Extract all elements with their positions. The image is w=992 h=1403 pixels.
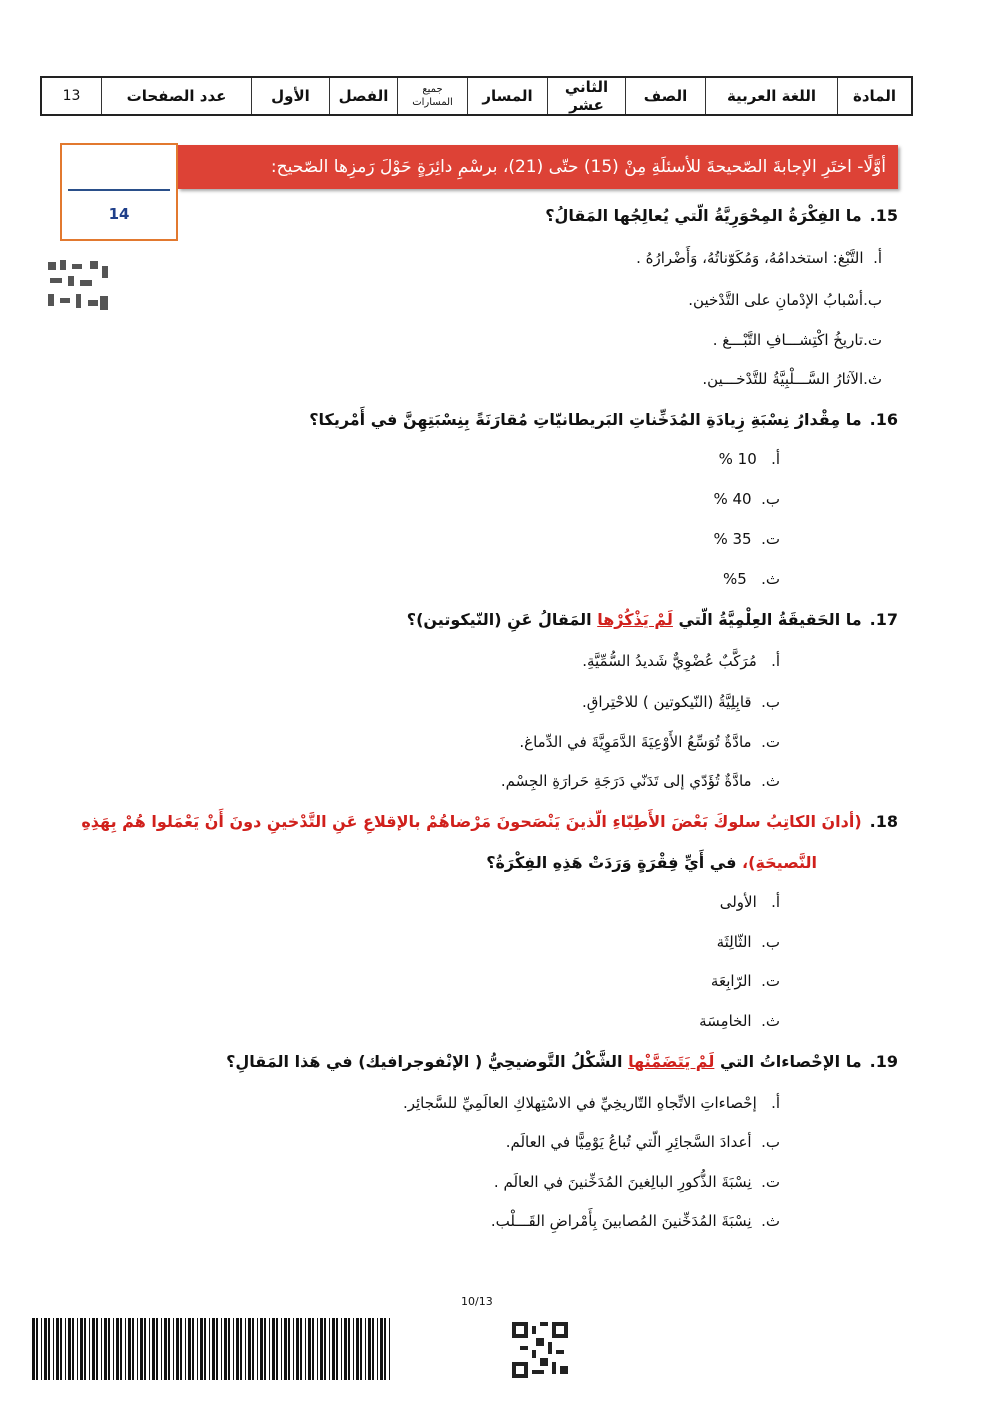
option-text: التَّبْغ: استخدامُهُ، وَمُكَوّناتُهُ، وَأَضْرارُهُ . bbox=[636, 249, 864, 267]
option-15-c[interactable] bbox=[713, 331, 882, 349]
option-letter: ت. bbox=[863, 331, 882, 349]
track-label: المسار bbox=[467, 78, 547, 114]
option-18-a[interactable] bbox=[720, 893, 780, 911]
option-text: تاريخُ اكْتِشـــافِ التَّبْـــغ . bbox=[712, 331, 864, 349]
option-letter: أ. bbox=[771, 893, 780, 911]
subject-value: اللغة العربية bbox=[705, 78, 837, 114]
question-18-line2 bbox=[486, 853, 817, 872]
question-text-highlight: لَمْ يَذْكُرْها bbox=[597, 610, 673, 629]
page-indicator: 10/13 bbox=[461, 1295, 493, 1308]
option-text: الرّابِعَة bbox=[710, 972, 752, 990]
option-17-b[interactable] bbox=[582, 693, 780, 711]
option-text: 10 % bbox=[718, 450, 757, 468]
option-letter: أ. bbox=[771, 652, 780, 670]
question-text-line2: في أَيِّ فِقْرَةٍ وَرَدَتْ هَذِهِ الفِكْرَةُ؟ bbox=[486, 853, 737, 872]
question-text-before: ما الإحْصاءاتُ التي bbox=[719, 1052, 862, 1071]
option-19-b[interactable] bbox=[506, 1133, 780, 1151]
option-16-c[interactable] bbox=[713, 530, 780, 548]
option-letter: ب. bbox=[761, 693, 780, 711]
option-letter: ث. bbox=[761, 1212, 780, 1230]
option-text: مُرَكَّبٌ عُضْوِيٌّ شَديدُ السُّمِّيَّةِ. bbox=[582, 652, 757, 670]
option-16-d[interactable] bbox=[723, 570, 780, 588]
option-letter: ت. bbox=[761, 972, 780, 990]
scan-artifact bbox=[46, 258, 110, 318]
option-15-b[interactable] bbox=[688, 291, 882, 309]
option-text: 40 % bbox=[713, 490, 752, 508]
term-label: الفصل bbox=[329, 78, 397, 114]
option-text: 35 % bbox=[713, 530, 752, 548]
pages-value: 13 bbox=[62, 88, 81, 104]
option-text: نِسْبَةَ الذُّكورِ البالِغينَ المُدَخِّنينَ في العالَم . bbox=[493, 1173, 752, 1191]
option-17-c[interactable] bbox=[519, 733, 780, 751]
option-19-d[interactable] bbox=[491, 1212, 780, 1230]
option-15-a[interactable] bbox=[636, 249, 882, 267]
question-19 bbox=[226, 1052, 898, 1071]
header-table bbox=[40, 76, 913, 116]
barcode-icon bbox=[32, 1318, 392, 1380]
option-text: الأولى bbox=[719, 893, 757, 911]
score-value: 14 bbox=[108, 205, 130, 223]
question-text-before: ما الحَقيقَةُ العِلْمِيَّةُ الّتي bbox=[678, 610, 862, 629]
option-letter: ت. bbox=[761, 530, 780, 548]
question-text: ما الفِكْرَةُ المِحْوَرِيَّةُ الّتي يُعالِجُها المَقالُ؟ bbox=[545, 206, 862, 225]
question-text-after: المَقالُ عَنِ (النّيكوتين)؟ bbox=[406, 610, 592, 629]
question-number: 19. bbox=[869, 1052, 898, 1071]
option-letter: أ. bbox=[873, 249, 882, 267]
question-text: ما مِقْدارُ نِسْبَةِ زِيادَةِ المُدَخِّناتِ البَريطانيّاتِ مُقارَنَةً بِنِسْبَتِهِنَّ في أَمْريكا؟ bbox=[309, 410, 862, 429]
option-text: أعدادَ السَّجائِرِ الّتي تُباعُ يَوْمِيًّا في العالَم. bbox=[505, 1133, 752, 1151]
question-number: 15. bbox=[869, 206, 898, 225]
question-15 bbox=[545, 206, 898, 225]
option-text: مادَّةٌ تُؤَدّي إلى تَدَنّي دَرَجَةِ حَرارَةِ الجِسْم. bbox=[500, 772, 752, 790]
option-letter: ث. bbox=[761, 772, 780, 790]
option-text: قابِلِيَّةُ (النّيكوتين ) للاحْتِراقِ. bbox=[581, 693, 752, 711]
question-18 bbox=[81, 812, 898, 831]
score-divider bbox=[68, 189, 170, 191]
score-box bbox=[60, 143, 178, 241]
option-letter: أ. bbox=[771, 1094, 780, 1112]
option-text: نِسْبَةَ المُدَخِّنينَ المُصابينَ بِأَمْراضِ القَـــلْب. bbox=[490, 1212, 752, 1230]
question-text-highlight: لَمْ يَتَضَمَّنْها bbox=[628, 1052, 715, 1071]
grade-value: الثاني عشر bbox=[547, 78, 625, 114]
option-letter: ث. bbox=[863, 370, 882, 388]
question-17 bbox=[407, 610, 898, 629]
question-number: 16. bbox=[869, 410, 898, 429]
question-text-after: الشَّكْلُ التَّوضيحِيُّ ( الإنْفوجرافيك) في هَذا المَقالِ؟ bbox=[226, 1052, 623, 1071]
option-letter: ب. bbox=[761, 1133, 780, 1151]
option-17-d[interactable] bbox=[501, 772, 780, 790]
option-text: الثّالِثَة bbox=[716, 933, 752, 951]
section-instruction: أوَّلًا- اختَرِ الإجابةَ الصّحيحةَ للأسئلَةِ مِنْ (15) حتّى (21)، برسْمِ دائِرَةٍ حَوْلَ رَمزِها الصّحيح: bbox=[178, 145, 898, 189]
option-17-a[interactable] bbox=[582, 652, 780, 670]
option-text: إحْصاءاتِ الاتِّجاهِ التّاريخِيِّ في الاسْتِهلاكِ العالَمِيِّ للسَّجائِر. bbox=[402, 1094, 757, 1112]
option-letter: ب. bbox=[761, 933, 780, 951]
option-letter: ب. bbox=[863, 291, 882, 309]
option-16-a[interactable] bbox=[719, 450, 780, 468]
option-text: أسْبابُ الإدْمانِ على التَّدْخين. bbox=[688, 291, 864, 309]
option-18-c[interactable] bbox=[711, 972, 780, 990]
qr-code-icon bbox=[512, 1322, 568, 1378]
track-value-line2: المسارات bbox=[412, 97, 453, 108]
option-text: مادَّةٌ تُوَسِّعُ الأَوْعِيَةَ الدَّمَوِيَّةَ في الدِّماغ. bbox=[519, 733, 752, 751]
grade-label: الصف bbox=[625, 78, 705, 114]
option-18-d[interactable] bbox=[699, 1012, 780, 1030]
question-text-line1: (أدانَ الكاتِبُ سلوكَ بَعْضَ الأَطِبّاءِ الّذينَ يَنْصَحونَ مَرْضاهُمْ بالإقلاعِ عَنِ التَّدْخينِ دونَ أَنْ يَعْمَلوا هُمْ بِهَذِهِ bbox=[81, 812, 862, 831]
pages-label: عدد الصفحات bbox=[101, 78, 251, 114]
question-number: 17. bbox=[869, 610, 898, 629]
option-letter: ث. bbox=[761, 570, 780, 588]
option-18-b[interactable] bbox=[717, 933, 780, 951]
question-text-line2-red: النَّصيحَةِ)، bbox=[742, 853, 817, 872]
question-number: 18. bbox=[869, 812, 898, 831]
option-letter: ت. bbox=[761, 733, 780, 751]
option-letter: ت. bbox=[761, 1173, 780, 1191]
option-19-c[interactable] bbox=[494, 1173, 780, 1191]
option-text: الخامِسَة bbox=[699, 1012, 752, 1030]
subject-label: المادة bbox=[837, 78, 911, 114]
option-letter: ث. bbox=[761, 1012, 780, 1030]
option-16-b[interactable] bbox=[713, 490, 780, 508]
option-19-a[interactable] bbox=[403, 1094, 780, 1112]
track-value-line1: جميع bbox=[422, 84, 443, 95]
track-value bbox=[397, 78, 467, 114]
option-15-d[interactable] bbox=[702, 370, 882, 388]
option-text: الآثارُ السَّـــلْبِيَّةُ للتَّدْخـــين. bbox=[702, 370, 864, 388]
option-letter: ب. bbox=[761, 490, 780, 508]
question-16 bbox=[309, 410, 898, 429]
option-text: 5% bbox=[722, 570, 747, 588]
option-letter: أ. bbox=[771, 450, 780, 468]
term-value: الأول bbox=[251, 78, 329, 114]
